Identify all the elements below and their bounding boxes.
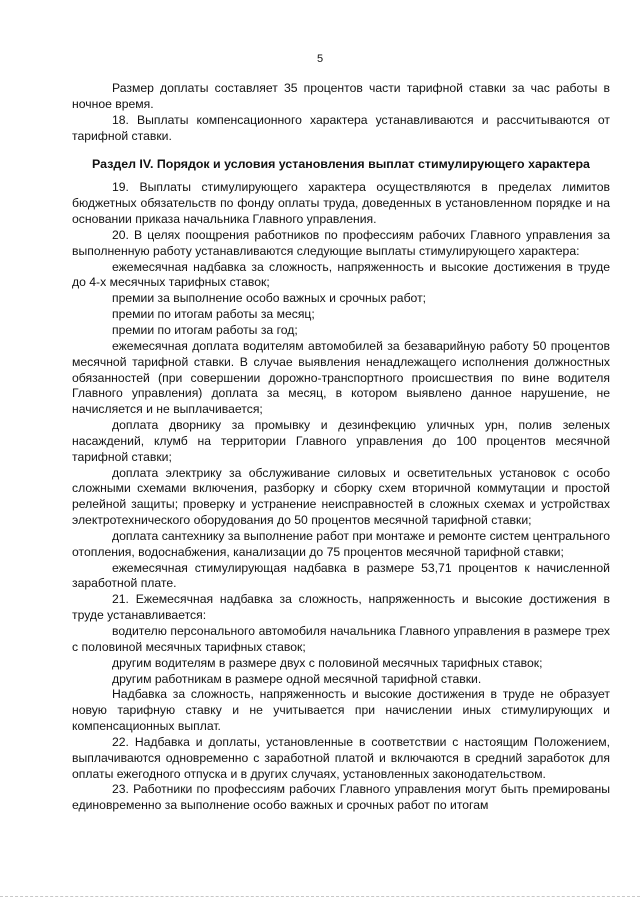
list-item-other-workers: другим работникам в размере одной месячной тарифной ставки.: [112, 671, 482, 686]
list-item-incentive-allowance: ежемесячная стимулирующая надбавка в размере 53,71 процентов к начисленной заработной плате.: [72, 560, 610, 591]
paragraph-allowance-note: Надбавка за сложность, напряженность и высокие достижения в труде не образует новую тарифную ставку и не учитывается при начислении иных стимулирующих и компенсационных выплат.: [72, 687, 610, 734]
paragraph-21: 21. Ежемесячная надбавка за сложность, напряженность и высокие достижения в труде устанавливается:: [72, 592, 610, 623]
paragraph-night-work-rate: Размер доплаты составляет 35 процентов части тарифной ставки за час работы в ночное время.: [72, 81, 610, 111]
page-bottom-edge: [0, 896, 640, 898]
list-item-other-drivers: другим водителям в размере двух с половиной месячных тарифных ставок;: [112, 655, 543, 670]
list-item-urgent-work-bonus: премии за выполнение особо важных и срочных работ;: [112, 291, 427, 306]
list-item-yearly-bonus: премии по итогам работы за год;: [112, 322, 298, 337]
paragraph-20: 20. В целях поощрения работников по профессиям рабочих Главного управления за выполненную работу устанавливаются следующие выплаты стимулирующего характера:: [72, 227, 610, 258]
paragraph-22: 22. Надбавка и доплаты, установленные в соответствии с настоящим Положением, выплачиваются одновременно с заработной платой и включаются в средний заработок для оплаты ежегодного отпуска и в других случаях, установленных законодательством.: [72, 734, 610, 781]
section-heading: Раздел IV. Порядок и условия установления выплат стимулирующего характера: [92, 157, 590, 172]
list-item-electrician-pay: доплата электрику за обслуживание силовых и осветительных установок с особо сложными схемами включения, разборку и сборку схем вторичной коммутации и простой релейной защиты; проверку и устранение неисправностей в сложных схемах и устройствах электротехнического оборудования до 50 процентов месячной тарифной ставки;: [72, 465, 610, 528]
list-item-janitor-pay: доплата дворнику за промывку и дезинфекцию уличных урн, полив зеленых насаждений, клумб на территории Главного управления до 100 процентов месячной тарифной ставки;: [72, 418, 610, 464]
list-item-monthly-bonus: премии по итогам работы за месяц;: [112, 307, 315, 322]
paragraph-18: 18. Выплаты компенсационного характера устанавливаются и рассчитываются от тарифной ставки.: [72, 112, 610, 143]
list-item-plumber-pay: доплата сантехнику за выполнение работ при монтаже и ремонте систем центрального отопления, водоснабжения, канализации до 75 процентов месячной тарифной ставки;: [72, 528, 610, 559]
list-item-monthly-allowance: ежемесячная надбавка за сложность, напряженность и высокие достижения в труде до 4-х месячных тарифных ставок;: [72, 259, 610, 290]
paragraph-19: 19. Выплаты стимулирующего характера осуществляются в пределах лимитов бюджетных обязательств по фонду оплаты труда, доведенных в установленном порядке и на основании приказа начальника Главного управления.: [72, 180, 610, 227]
paragraph-23: 23. Работники по профессиям рабочих Главного управления могут быть премированы единовременно за выполнение особо важных и срочных работ по итогам: [72, 782, 610, 813]
list-item-personal-driver: водителю персонального автомобиля начальника Главного управления в размере трех с половиной месячных тарифных ставок;: [72, 624, 610, 654]
page-number: 5: [316, 53, 324, 65]
list-item-driver-accident-free-pay: ежемесячная доплата водителям автомобилей за безаварийную работу 50 процентов месячной тарифной ставки. В случае выявления ненадлежащего исполнения должностных обязанностей (при совершении дорожно-транспортного происшествия по вине водителя Главного управления) доплата за месяц, в котором выявлено данное нарушение, не начисляется и не выплачивается;: [72, 338, 610, 417]
document-body: [72, 81, 610, 814]
